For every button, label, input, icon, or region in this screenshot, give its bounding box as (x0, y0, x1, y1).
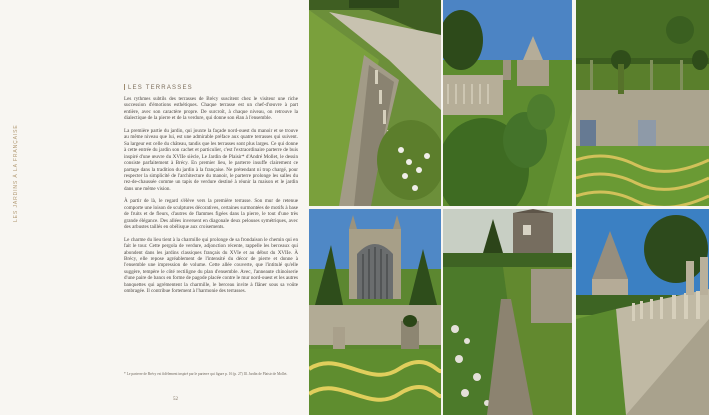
section-title (124, 84, 193, 91)
photo-terrace-wall-path (309, 0, 441, 206)
section-marker (124, 84, 125, 90)
body-text (124, 96, 298, 295)
photo-pergola-hedges (576, 0, 709, 206)
paragraph: À partir de là, le regard s'élève vers la première terrasse. Son mur de retenue comporte une loison de sculptures décoratives, certaines surmontées de motifs à base de fruits et de fleurs, d'autres de flammes figées dans la pierre, le tout d'une très grande élégance. Des allées inversent en diagonale deux pelouses symétriques, avec des arbustes taillés en obélisque aux croisements. (124, 198, 298, 231)
photo-hedge-beds-tower (443, 209, 572, 415)
running-head: LES JARDINS À LA FRANÇAISE (13, 124, 19, 222)
paragraph: La première partie du jardin, qui jouxte la façade nord-ouest du manoir et se trouve au même niveau que lui, est une admirable préface aux quatre terrasses qui suivent. Sa largeur est celle du château, tandis que les terrasses sont plus larges. Ce qui donne à cette entrée du jardin son cachet et particulier, c'est l'extraordinaire parterre de buis inspiré d'une œuvre du XVIIe siècle, Le Jardin de Plaisir* d'André Mollet, le dessin consiste parfaitement à Brécy. En premier lieu, le parterre insuffe clairement ce partage dans la tradition du jardin à la française. Ne prétendant ni trop chargé, pour respecter la simplicité de l'architecture du manoir, le parterre prolonge les salles du rez-de-chaussée comme un tapis de verdure destiné à réunir la maison et le jardin dans une même vision. (124, 127, 298, 192)
page-number: 52 (173, 397, 178, 402)
section-title-text: LES TERRASSES (128, 85, 193, 91)
text-page (0, 0, 308, 415)
paragraph: Les rythmes subtils des terrasses de Brécy suscitent chez le visiteur une riche succession d'émotions esthétiques. Chaque terrasse est un chef-d'œuvre à part entière, avec son caractère propre. De surcroît, à chaque niveau, on retrouve la dialectique de la pierre et de la verdure, qui donne son élan à l'ensemble. (124, 96, 298, 122)
footnote: * Le parterre de Brécy est fidèlement inspiré par le parterre qui figure p. 16 (p. 27) Ill. Jardin de Plaisir de Mollet. (124, 372, 288, 376)
photo-balustrade-lawn (576, 209, 709, 415)
photo-gate-parterre (309, 209, 441, 415)
photo-topiary-trees-stone (443, 0, 572, 206)
paragraph: Le charme du lieu tient à la charmille qui prolonge de sa frondaison le chemin qui en fait le tour. Cette pergola de verdure, adjonction récente, rappelle les berceaux qui abondent dans les jardins classiques français du XVIe et au début du XVIIe. À Brécy, elle repose agréablement de l'intensité du décor de pierre et donne à l'ensemble une impression de volume. Cette allée couverte, que l'intitulé qu'elle suggère, tempère le côté rectiligne du plan d'ensemble. Avec, l'anneaute chinoiserie d'une paire de bancs en forme de pagode placée contre le mur nord-ouest et les autres banquettes qui agrémentent la charmille, le berceau invite à flâner sous sa voûte ombragée. Il contribue fortement à l'harmonie des terrasses. (124, 236, 298, 295)
